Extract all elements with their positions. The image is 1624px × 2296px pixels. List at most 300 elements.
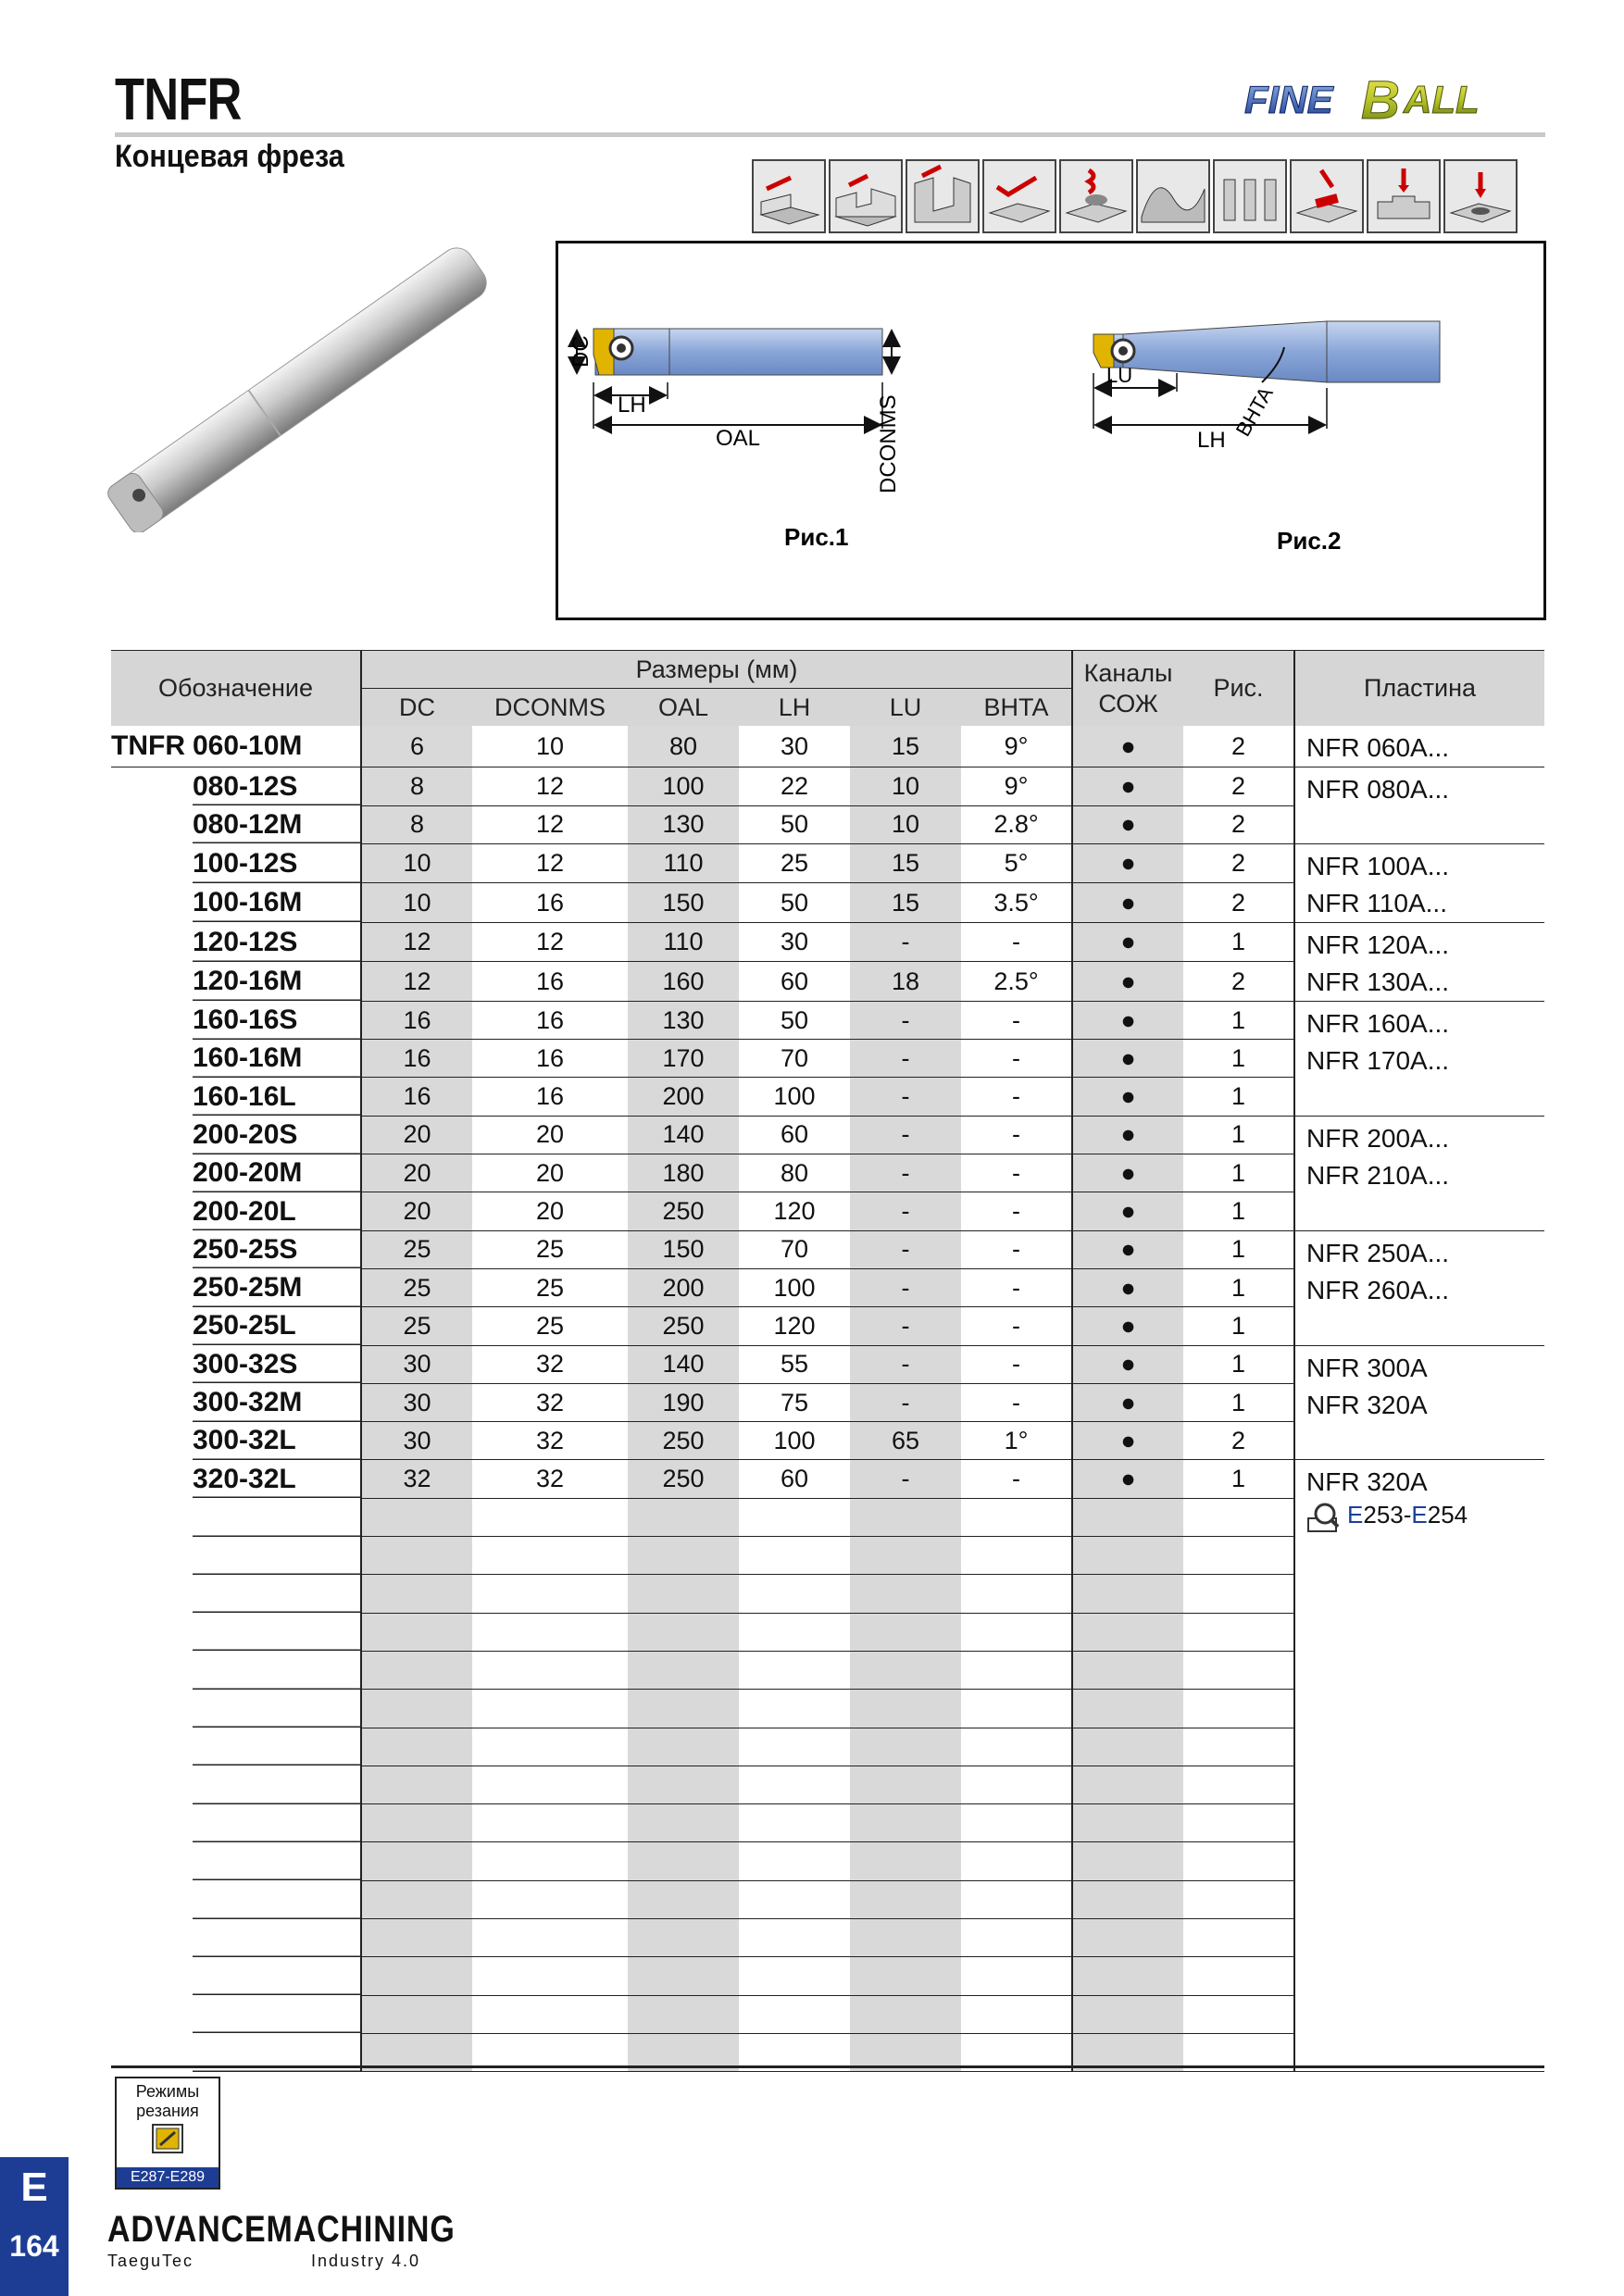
advance-machining-logo: ADVANCEMACHINING [107,2209,456,2250]
cell-dc: 16 [361,1040,472,1078]
cell-dconms: 12 [472,767,628,805]
insert-name: NFR 320A [1306,1467,1428,1497]
cell-code [111,1766,361,1803]
cell-bhta: - [961,1268,1072,1306]
cell-dc [361,1880,472,1918]
cell-dc: 10 [361,883,472,923]
cell-bhta: 3.5° [961,883,1072,923]
cell-coolant: ● [1072,726,1183,767]
cell-dconms: 12 [472,843,628,883]
cell-bhta [961,1919,1072,1957]
cell-dconms [472,1537,628,1575]
cell-dconms [472,1766,628,1803]
code-value: 300-32S [193,1348,298,1379]
helical-icon [1059,159,1133,233]
table-bottom-rule [111,2065,1544,2068]
cell-lh: 60 [739,1460,850,1498]
cell-dc [361,1537,472,1575]
code-prefix: TNFR [111,730,185,762]
cell-lu [850,1498,961,1536]
cell-code [111,805,361,843]
insert-name: NFR 300A [1306,1353,1428,1382]
cell-dc: 20 [361,1154,472,1192]
cell-code [111,1880,361,1918]
code-value: 080-12S [193,770,298,802]
cell-dconms: 16 [472,883,628,923]
cell-bhta: 9° [961,726,1072,767]
cell-oal: 130 [628,1001,739,1039]
cell-insert [1294,1230,1544,1345]
label-lh: LH [618,393,646,418]
cell-code [111,767,361,805]
cell-fig [1183,1919,1294,1957]
tool-photo [102,236,546,532]
label-dc: DC [568,335,593,368]
cell-lu: 65 [850,1422,961,1460]
cell-lu: - [850,1116,961,1154]
magnifier-icon [1306,1502,1347,1533]
cell-dconms: 32 [472,1383,628,1421]
cell-coolant: ● [1072,1192,1183,1230]
drilling-icon [1443,159,1518,233]
cell-code [111,1422,361,1460]
table-row [111,1345,1544,1383]
cell-dconms: 16 [472,1040,628,1078]
table-row [111,1001,1544,1039]
col-designation: Обозначение [111,651,361,726]
cell-dc: 30 [361,1422,472,1460]
col-coolant: Каналы СОЖ [1072,651,1183,726]
cell-insert [1294,1345,1544,1460]
cell-dconms [472,1651,628,1689]
cell-lh [739,1804,850,1842]
svg-text:B: B [1361,70,1400,126]
profile-icon [1136,159,1210,233]
cell-lh: 80 [739,1154,850,1192]
cell-dc: 12 [361,922,472,962]
code-value: 300-32M [193,1387,303,1417]
fig2-label: Рис.2 [1277,527,1342,555]
cell-coolant: ● [1072,1422,1183,1460]
cell-fig [1183,1766,1294,1803]
insert-name: NFR 200A... [1306,1123,1450,1153]
cell-oal: 190 [628,1383,739,1421]
cell-fig [1183,1498,1294,1536]
cell-dconms [472,1575,628,1613]
cell-bhta [961,1804,1072,1842]
cell-coolant [1072,1880,1183,1918]
cell-lh [739,1995,850,2033]
cell-oal: 200 [628,1268,739,1306]
cell-oal [628,1537,739,1575]
cell-dc: 25 [361,1268,472,1306]
cell-dc: 16 [361,1001,472,1039]
cell-bhta: - [961,1078,1072,1116]
cell-bhta [961,1957,1072,1995]
page-number: 164 [9,2229,59,2263]
cell-fig: 1 [1183,1268,1294,1306]
code-value: 120-16M [193,966,303,997]
cell-insert [1294,1001,1544,1116]
cell-bhta: - [961,1307,1072,1345]
cutting-modes-badge[interactable] [115,2077,220,2190]
cell-code [111,1957,361,1995]
cell-bhta: - [961,1040,1072,1078]
cell-oal [628,1728,739,1766]
insert-name: NFR 250A... [1306,1238,1450,1267]
cell-dc: 25 [361,1307,472,1345]
cell-fig [1183,1804,1294,1842]
cell-oal [628,1842,739,1880]
ref-num-b: 254 [1427,1501,1468,1529]
cell-oal: 130 [628,805,739,843]
cell-fig: 1 [1183,1307,1294,1345]
cell-dconms: 12 [472,805,628,843]
cell-code [111,922,361,962]
code-value: 200-20S [193,1118,298,1150]
cell-lu [850,1613,961,1651]
cell-coolant [1072,1766,1183,1803]
cell-fig: 1 [1183,1460,1294,1498]
cell-bhta: 5° [961,843,1072,883]
fig1-label: Рис.1 [784,523,849,551]
cell-dconms: 16 [472,962,628,1002]
cell-code [111,843,361,883]
cell-dconms: 20 [472,1154,628,1192]
cell-lu: - [850,1460,961,1498]
cell-insert [1294,843,1544,922]
cell-coolant: ● [1072,1040,1183,1078]
cell-lh: 100 [739,1422,850,1460]
cell-oal [628,1804,739,1842]
cell-lh: 50 [739,883,850,923]
cell-fig: 1 [1183,922,1294,962]
cell-code [111,1001,361,1039]
insert-name: NFR 120A... [1306,930,1450,959]
cell-dc [361,1842,472,1880]
insert-name: NFR 170A... [1306,1045,1450,1075]
cell-dconms [472,1728,628,1766]
cell-lh: 120 [739,1307,850,1345]
cell-dconms [472,1957,628,1995]
cell-fig: 1 [1183,1345,1294,1383]
cell-lu [850,1995,961,2033]
insert-name: NFR 060A... [1306,733,1450,762]
cell-coolant [1072,1957,1183,1995]
cell-fig: 1 [1183,1154,1294,1192]
cell-oal: 140 [628,1116,739,1154]
cell-dc [361,1957,472,1995]
cell-code [111,1995,361,2033]
cell-coolant [1072,1919,1183,1957]
cell-oal: 200 [628,1078,739,1116]
code-value: 320-32L [193,1463,296,1494]
cell-dconms [472,1995,628,2033]
cell-bhta: - [961,1154,1072,1192]
code-value: 200-20M [193,1157,303,1189]
code-value: 250-25L [193,1310,296,1341]
ref-prefix-a: E [1347,1501,1364,1529]
cell-lu [850,1728,961,1766]
cell-dconms: 10 [472,726,628,767]
shoulder-milling-icon [906,159,980,233]
cell-lu: - [850,1078,961,1116]
insert-name: NFR 320A [1306,1390,1428,1419]
cell-coolant [1072,1690,1183,1728]
label-lu: LU [1106,364,1133,387]
cell-lh [739,1613,850,1651]
cell-bhta [961,1498,1072,1536]
cell-oal [628,1613,739,1651]
cell-lu: - [850,922,961,962]
cell-lu [850,1842,961,1880]
cell-code [111,1537,361,1575]
cell-dc [361,1919,472,1957]
cell-dconms: 16 [472,1078,628,1116]
cell-coolant [1072,1613,1183,1651]
cell-oal: 140 [628,1345,739,1383]
cell-coolant: ● [1072,1001,1183,1039]
cell-fig [1183,1880,1294,1918]
cell-lh [739,1575,850,1613]
cell-lh: 100 [739,1268,850,1306]
cell-dconms [472,1690,628,1728]
cell-lu [850,1957,961,1995]
cell-oal: 100 [628,767,739,805]
cell-dconms: 32 [472,1345,628,1383]
cell-oal: 150 [628,883,739,923]
cell-dc: 12 [361,962,472,1002]
cell-insert [1294,1116,1544,1230]
cell-fig [1183,1537,1294,1575]
cell-oal: 80 [628,726,739,767]
cell-coolant: ● [1072,1345,1183,1383]
cell-lu: 10 [850,805,961,843]
cell-fig [1183,1575,1294,1613]
cell-coolant [1072,1651,1183,1689]
table-row [111,1230,1544,1268]
cell-code [111,1919,361,1957]
cell-code [111,1116,361,1154]
cell-coolant: ● [1072,843,1183,883]
cell-fig [1183,1690,1294,1728]
cell-lu: - [850,1001,961,1039]
modes-ref: E287-E289 [117,2167,219,2188]
col-insert: Пластина [1294,651,1544,726]
cell-dconms: 25 [472,1307,628,1345]
cell-lh: 60 [739,962,850,1002]
cell-lu [850,1804,961,1842]
cell-code [111,726,361,767]
cell-insert [1294,922,1544,1001]
cell-lh [739,1766,850,1803]
cell-lu: 15 [850,883,961,923]
ref-prefix-b: E [1411,1501,1428,1529]
dimension-drawing [558,243,1543,618]
cell-code [111,962,361,1002]
cell-lh [739,1919,850,1957]
insert-reference-link[interactable] [1306,1501,1544,1532]
cell-lh: 55 [739,1345,850,1383]
code-value: 200-20L [193,1195,296,1227]
table-row [111,1460,1544,1498]
cell-code [111,1690,361,1728]
cell-fig: 1 [1183,1230,1294,1268]
table-row [111,726,1544,767]
label-lh2: LH [1197,428,1226,453]
cell-lu [850,1575,961,1613]
cell-dconms [472,1880,628,1918]
cell-coolant: ● [1072,1268,1183,1306]
cell-fig: 1 [1183,1192,1294,1230]
col-bhta: BHTA [961,689,1072,727]
cell-bhta: - [961,1230,1072,1268]
cell-oal: 250 [628,1422,739,1460]
cell-oal: 250 [628,1307,739,1345]
cell-lu: - [850,1040,961,1078]
cell-lu: - [850,1154,961,1192]
cell-dconms: 12 [472,922,628,962]
cell-dc: 6 [361,726,472,767]
cell-coolant: ● [1072,1460,1183,1498]
cell-code [111,1498,361,1536]
cell-bhta [961,1880,1072,1918]
insert-name: NFR 100A... [1306,851,1450,880]
cell-dconms [472,1919,628,1957]
cell-dc [361,1995,472,2033]
col-fig: Рис. [1183,651,1294,726]
cell-dc [361,1498,472,1536]
col-dc: DC [361,689,472,727]
plunge-icon [1367,159,1441,233]
cell-fig: 2 [1183,843,1294,883]
cell-oal [628,1919,739,1957]
cell-fig: 1 [1183,1078,1294,1116]
cell-bhta: 9° [961,767,1072,805]
cell-coolant: ● [1072,1307,1183,1345]
cell-dconms [472,1498,628,1536]
cell-oal [628,1651,739,1689]
cell-code [111,1842,361,1880]
cell-fig [1183,1995,1294,2033]
cell-bhta [961,1995,1072,2033]
cell-code [111,1728,361,1766]
cell-code [111,1460,361,1498]
cell-fig: 2 [1183,883,1294,923]
cell-bhta [961,1766,1072,1803]
cell-lu [850,1651,961,1689]
cell-lh: 25 [739,843,850,883]
label-oal: OAL [716,426,761,451]
insert-name: NFR 130A... [1306,967,1450,996]
cell-lh [739,1537,850,1575]
svg-text:ALL: ALL [1404,78,1480,121]
cell-bhta: 1° [961,1422,1072,1460]
col-oal: OAL [628,689,739,727]
cell-oal [628,1957,739,1995]
code-value: 250-25M [193,1272,303,1304]
cell-lh [739,1880,850,1918]
cell-bhta: 2.8° [961,805,1072,843]
slot-milling-icon [829,159,903,233]
cell-oal [628,1575,739,1613]
cell-fig: 2 [1183,726,1294,767]
cell-fig [1183,1728,1294,1766]
cell-dc: 8 [361,767,472,805]
cell-bhta [961,1728,1072,1766]
cell-lh: 120 [739,1192,850,1230]
cell-bhta [961,1613,1072,1651]
cell-coolant: ● [1072,962,1183,1002]
cell-bhta: - [961,1001,1072,1039]
cell-lh: 30 [739,726,850,767]
cell-dc: 8 [361,805,472,843]
cell-fig: 1 [1183,1040,1294,1078]
insert-name: NFR 260A... [1306,1275,1450,1304]
cell-dconms: 16 [472,1001,628,1039]
cell-coolant: ● [1072,1230,1183,1268]
cell-lh [739,1728,850,1766]
cell-fig: 1 [1183,1116,1294,1154]
cell-dc: 20 [361,1116,472,1154]
cell-dc: 10 [361,843,472,883]
title-rule [115,132,1545,137]
cell-dconms: 25 [472,1230,628,1268]
cell-dc: 20 [361,1192,472,1230]
cell-lh [739,1651,850,1689]
cell-coolant: ● [1072,1154,1183,1192]
cell-bhta [961,1651,1072,1689]
cell-lu: - [850,1307,961,1345]
col-dconms: DCONMS [472,689,628,727]
cell-lh: 50 [739,805,850,843]
cell-bhta [961,1842,1072,1880]
cell-dc: 32 [361,1460,472,1498]
cell-dc [361,1766,472,1803]
cell-dc [361,1690,472,1728]
label-bhta: BHTA [1230,382,1278,441]
code-value: 300-32L [193,1425,296,1456]
cell-oal [628,1498,739,1536]
cell-dconms: 25 [472,1268,628,1306]
cell-code [111,883,361,923]
cutting-modes-icon [149,2123,186,2156]
cell-dc [361,1575,472,1613]
cell-code [111,1575,361,1613]
cell-lh: 30 [739,922,850,962]
cell-oal: 150 [628,1230,739,1268]
cell-lh [739,1842,850,1880]
cell-dc: 30 [361,1383,472,1421]
cell-bhta: 2.5° [961,962,1072,1002]
cell-dc [361,1804,472,1842]
cell-coolant: ● [1072,805,1183,843]
cell-code [111,1230,361,1268]
cell-fig: 2 [1183,1422,1294,1460]
cell-lu: - [850,1192,961,1230]
cell-lh [739,1498,850,1536]
cell-bhta [961,1537,1072,1575]
cell-fig [1183,1651,1294,1689]
cell-lu [850,1880,961,1918]
cell-lh: 22 [739,767,850,805]
cell-code [111,1307,361,1345]
cell-fig: 2 [1183,805,1294,843]
ref-num-a: 253- [1363,1501,1412,1529]
cell-dc [361,1728,472,1766]
cell-lh: 70 [739,1040,850,1078]
cell-bhta: - [961,922,1072,962]
